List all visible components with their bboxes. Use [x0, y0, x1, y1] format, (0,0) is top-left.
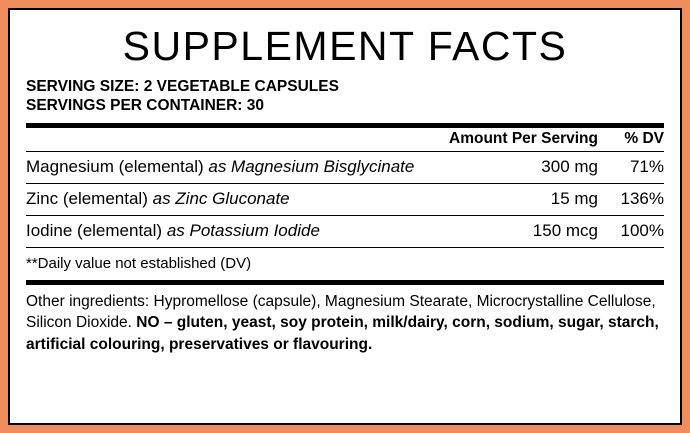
nutrient-source: as Zinc Gluconate [152, 188, 290, 208]
servings-per-container: SERVINGS PER CONTAINER: 30 [26, 97, 265, 115]
other-ingredients [26, 285, 664, 355]
table-row [26, 184, 664, 215]
nutrient-name [26, 189, 545, 209]
page-title: SUPPLEMENT FACTS [122, 23, 568, 69]
nutrient-amount: 300 mg [541, 156, 598, 176]
other-ingredients-text: Other ingredients: Hypromellose (capsule), Magnesium Stearate, Microcrystalline Cellulose, Silicon Dioxide. [26, 292, 656, 332]
nutrient-label: Zinc (elemental) [26, 188, 153, 208]
nutrient-dv: 100% [620, 220, 664, 240]
label-card [8, 8, 682, 425]
nutrient-label: Iodine (elemental) [26, 220, 167, 240]
nutrient-source: as Potassium Iodide [166, 220, 320, 240]
table-header-row [26, 128, 664, 151]
nutrient-name [26, 221, 527, 241]
nutrient-dv: 71% [629, 156, 664, 176]
nutrient-label: Magnesium (elemental) [26, 156, 209, 176]
free-from-claims: NO – gluten, yeast, soy protein, milk/dairy, corn, sodium, sugar, starch, artificial colouring, preservatives or flavouring. [26, 314, 659, 353]
table-row [26, 216, 664, 247]
table-row [26, 152, 664, 183]
serving-size: SERVING SIZE: 2 VEGETABLE CAPSULES [26, 78, 339, 95]
nutrient-amount: 15 mg [550, 188, 598, 208]
nutrient-dv: 136% [620, 188, 664, 208]
daily-value-footnote: **Daily value not established (DV) [26, 254, 252, 272]
header-percent-dv: % DV [624, 129, 664, 147]
nutrient-amount: 150 mcg [532, 220, 598, 240]
nutrient-source: as Magnesium Bisglycinate [208, 156, 415, 176]
header-amount-per-serving: Amount Per Serving [449, 129, 598, 147]
nutrient-name [26, 157, 535, 177]
serving-info [26, 77, 664, 116]
